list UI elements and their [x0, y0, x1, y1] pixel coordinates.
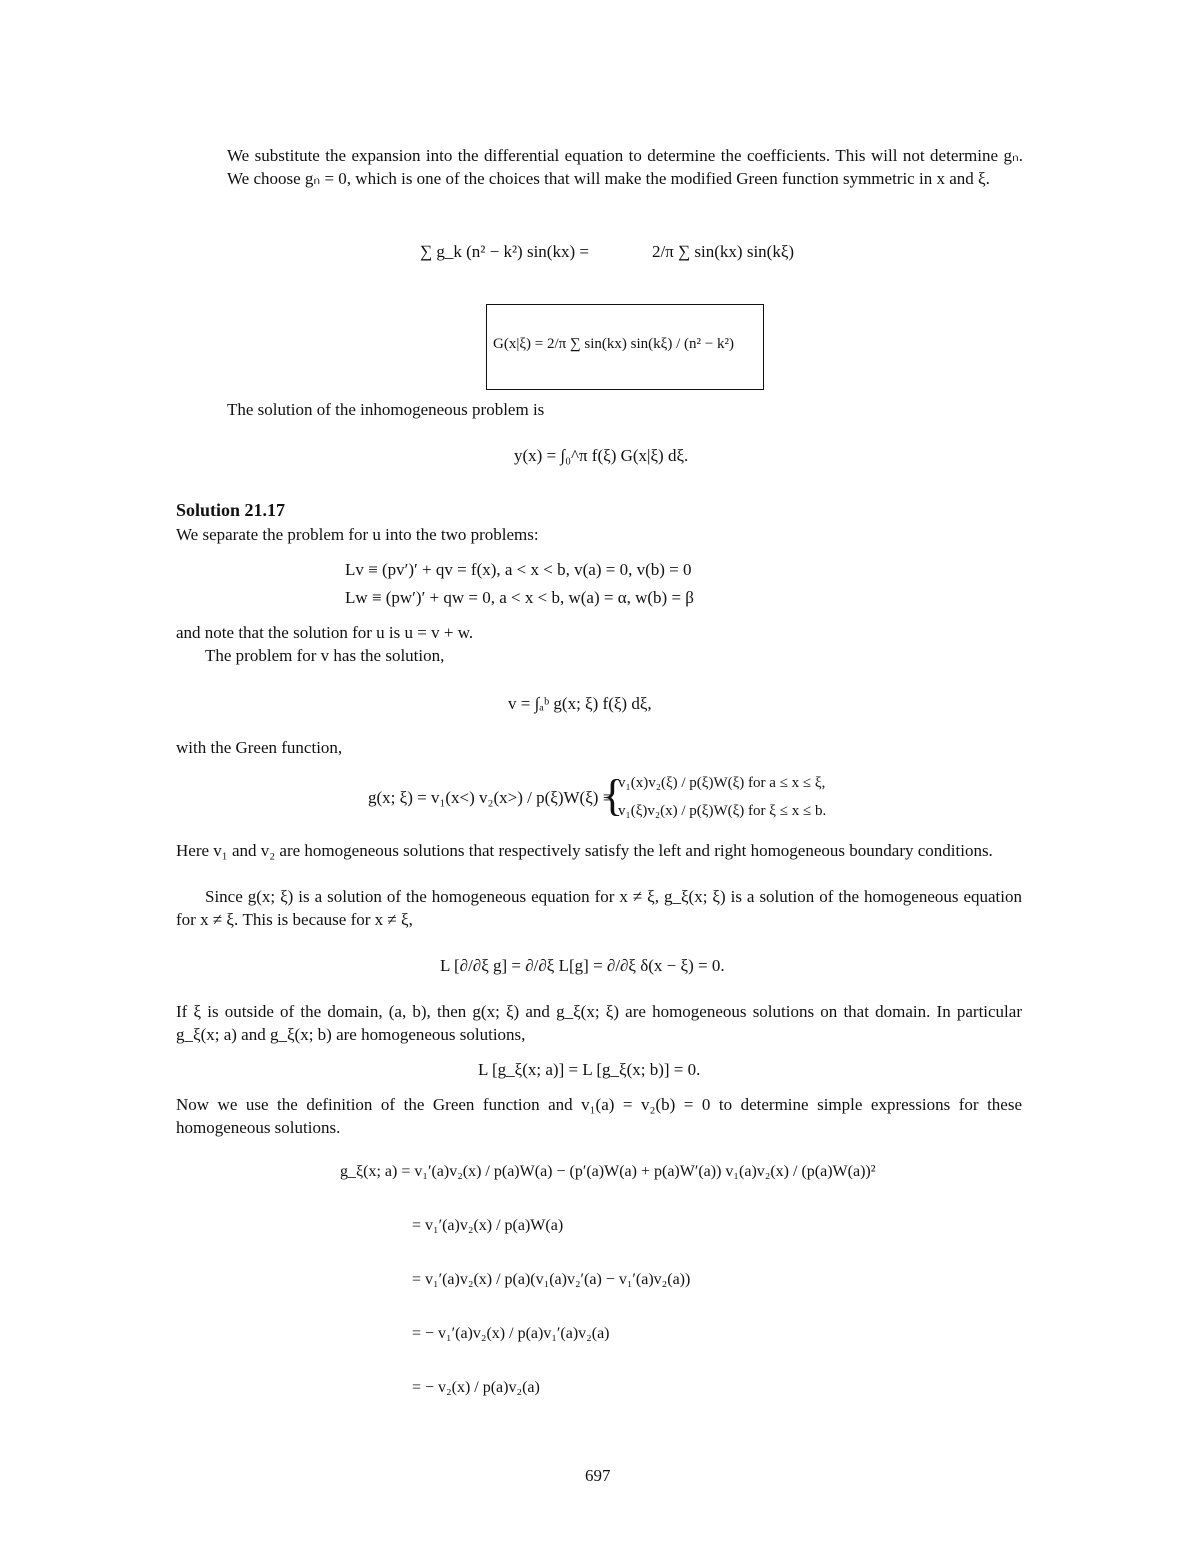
boxed-green-function [486, 304, 764, 390]
equation-2: G(x|ξ) = 2/π ∑ sin(kx) sin(kξ) / (n² − k²) [493, 336, 734, 352]
equation-9-line-2: = v₁′(a)v₂(x) / p(a)W(a) [412, 1217, 564, 1234]
equation-1-rhs: 2/π ∑ sin(kx) sin(kξ) [652, 242, 795, 261]
equation-6-case-1: v₁(x)v₂(ξ) / p(ξ)W(ξ) for a ≤ x ≤ ξ, [618, 775, 826, 791]
equation-7: L [∂/∂ξ g] = ∂/∂ξ L[g] = ∂/∂ξ δ(x − ξ) = 0. [440, 956, 725, 975]
paragraph-7: Here v₁ and v₂ are homogeneous solutions that respectively satisfy the left and right homogeneous boundary conditions. [176, 841, 993, 860]
equation-8: L [g_ξ(x; a)] = L [g_ξ(x; b)] = 0. [478, 1060, 701, 1079]
equation-4a: Lv ≡ (pv′)′ + qv = f(x), a < x < b, v(a) = 0, v(b) = 0 [345, 560, 692, 579]
paragraph-4: and note that the solution for u is u = v + w. [176, 623, 474, 642]
equation-6-lhs: g(x; ξ) = v₁(x<) v₂(x>) / p(ξ)W(ξ) ≡ [368, 788, 613, 807]
paragraph-6: with the Green function, [176, 738, 343, 757]
equation-5: v = ∫ₐᵇ g(x; ξ) f(ξ) dξ, [508, 694, 652, 713]
paragraph-5: The problem for v has the solution, [205, 646, 445, 665]
paragraph-3: We separate the problem for u into the two problems: [176, 525, 539, 544]
equation-9-line-3: = v₁′(a)v₂(x) / p(a)(v₁(a)v₂′(a) − v₁′(a)v₂(a)) [412, 1271, 691, 1288]
equation-9-line-4: = − v₁′(a)v₂(x) / p(a)v₁′(a)v₂(a) [412, 1325, 610, 1342]
paragraph-10: Now we use the definition of the Green function and v₁(a) = v₂(b) = 0 to determine simple expressions for these homogeneous solutions. [176, 1095, 1022, 1137]
paragraph-8: Since g(x; ξ) is a solution of the homogeneous equation for x ≠ ξ, g_ξ(x; ξ) is a solution of the homogeneous equation for x ≠ ξ. This is because for x ≠ ξ, [176, 887, 1022, 929]
equation-6-case-2: v₁(ξ)v₂(x) / p(ξ)W(ξ) for ξ ≤ x ≤ b. [618, 803, 827, 819]
section-heading: Solution 21.17 [176, 500, 286, 520]
equation-3: y(x) = ∫₀^π f(ξ) G(x|ξ) dξ. [514, 446, 689, 465]
equation-1-lhs: ∑ g_k (n² − k²) sin(kx) = [420, 242, 589, 261]
equation-9-line-5: = − v₂(x) / p(a)v₂(a) [412, 1379, 540, 1396]
equation-9-line-1: g_ξ(x; a) = v₁′(a)v₂(x) / p(a)W(a) − (p′(a)W(a) + p(a)W′(a)) v₁(a)v₂(x) / (p(a)W(a))² [340, 1163, 876, 1180]
paragraph-2: The solution of the inhomogeneous problem is [227, 400, 545, 419]
brace-icon: { [602, 771, 624, 820]
equation-sum-coefficients [420, 228, 840, 292]
page-number: 697 [585, 1466, 611, 1485]
equation-4b: Lw ≡ (pw′)′ + qw = 0, a < x < b, w(a) = α, w(b) = β [345, 588, 694, 607]
paragraph-9: If ξ is outside of the domain, (a, b), then g(x; ξ) and g_ξ(x; ξ) are homogeneous solutions on that domain. In particular g_ξ(x; a) and g_ξ(x; b) are homogeneous solutions, [176, 1002, 1022, 1044]
paragraph-1: We substitute the expansion into the differential equation to determine the coefficients. This will not determine gₙ. We choose gₙ = 0, which is one of the choices that will make the modified Green function symmetric in x and ξ. [227, 146, 1023, 188]
